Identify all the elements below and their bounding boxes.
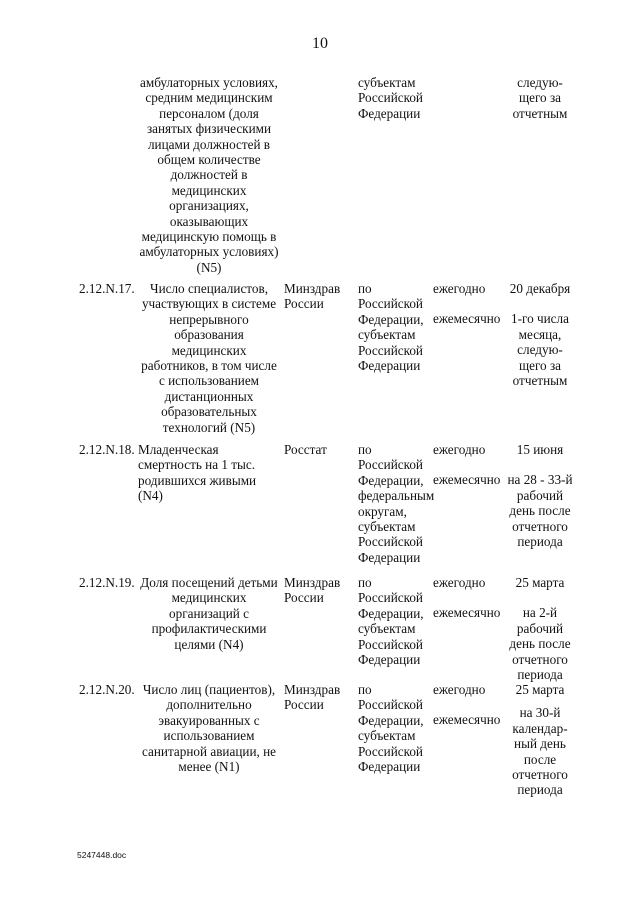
indicator-name: амбулаторных условиях, средним медицинским персоналом (доля занятых физическими лицами должностей в общем количестве должностей в медицинских организациях, оказывающих медицинскую помощь в амбулаторных условиях) (N5) (139, 75, 279, 275)
deadline-annual: 25 марта (515, 682, 565, 697)
period-annual: ежегодно (433, 682, 486, 697)
level: субъектам Российской Федерации (358, 75, 423, 121)
deadline-annual: 25 марта (515, 575, 565, 590)
level: по Российской Федерации, субъектам Российской Федерации (358, 281, 424, 374)
deadline-monthly: на 2-й рабочий день после отчетного периода (509, 605, 571, 683)
period (433, 281, 500, 327)
page-number: 10 (312, 35, 328, 52)
period-monthly: ежемесячно (433, 712, 501, 728)
indicator-name: Младенческая смертность на 1 тыс. родившихся живыми (N4) (138, 442, 257, 504)
deadline-annual: 15 июня (516, 442, 564, 457)
row-number: 2.12.N.17. (79, 281, 135, 296)
deadline (505, 75, 575, 121)
period (433, 442, 500, 488)
footer-filename: 5247448.doc (77, 850, 127, 860)
indicator-name: Число специалистов, участвующих в системе непрерывного образования медицинских работников, в том числе с использованием дистанционных образовательных технологий (N5) (141, 281, 277, 435)
period-monthly: ежемесячно (433, 311, 501, 327)
period-annual: ежегодно (433, 442, 486, 457)
indicator-name: Число лиц (пациентов), дополнительно эвакуированных с использованием санитарной авиации, не менее (N1) (141, 682, 277, 775)
responsible: Минздрав России (284, 281, 341, 312)
period (433, 575, 500, 621)
period-monthly: ежемесячно (433, 605, 501, 621)
deadline-monthly: на 28 - 33-й рабочий день после отчетного периода (507, 472, 573, 550)
deadline (505, 575, 575, 682)
responsible: Минздрав России (284, 575, 341, 606)
indicator-name: Доля посещений детьми медицинских организаций с профилактическими целями (N4) (140, 575, 278, 652)
responsible: Росстат (284, 442, 327, 457)
period-monthly: ежемесячно (433, 472, 501, 488)
row-number: 2.12.N.19. (79, 575, 135, 590)
deadline (505, 442, 575, 549)
level: по Российской Федерации, субъектам Российской Федерации (358, 682, 424, 775)
level: по Российской Федерации, федеральным округам, субъектам Российской Федерации (358, 442, 435, 565)
deadline-monthly: на 30-й календар-ный день после отчетного периода (512, 705, 568, 798)
deadline (505, 281, 575, 388)
row-number: 2.12.N.20. (79, 682, 135, 697)
period (433, 682, 500, 728)
deadline-annual: следую-щего за отчетным (512, 75, 568, 121)
deadline-annual: 20 декабря (509, 281, 571, 296)
deadline (505, 682, 575, 798)
level: по Российской Федерации, субъектам Российской Федерации (358, 575, 424, 668)
period-annual: ежегодно (433, 575, 486, 590)
row-number: 2.12.N.18. (79, 442, 135, 457)
responsible: Минздрав России (284, 682, 341, 713)
deadline-monthly: 1-го числа месяца, следую-щего за отчетным (511, 311, 569, 389)
period-annual: ежегодно (433, 281, 486, 296)
